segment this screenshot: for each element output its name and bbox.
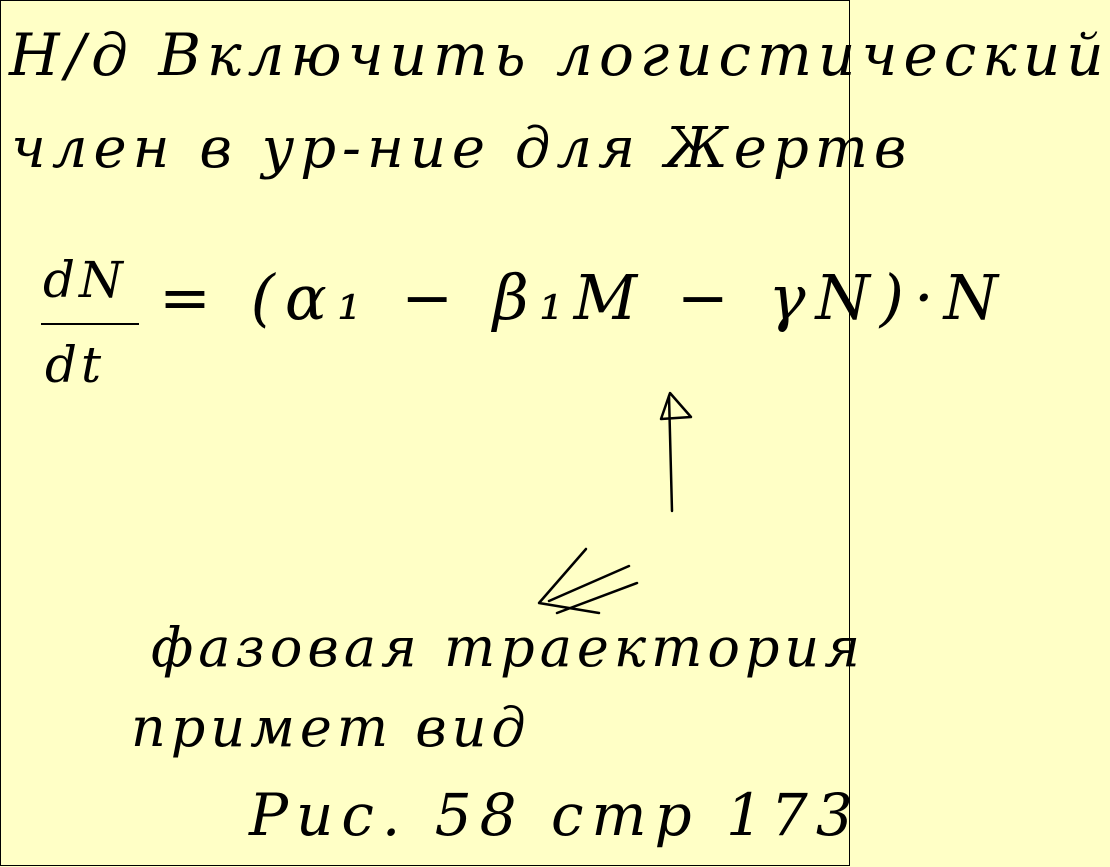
up-arrow-icon [661, 393, 691, 511]
figure-reference: Рис. 58 стр 173 [249, 781, 861, 849]
equation-right-side: = (α₁ − β₁M − γN)·N [159, 261, 1008, 334]
derivative-numerator: dN [43, 251, 127, 309]
task-line-continued: член в ур-ние для Жертв [11, 116, 913, 181]
double-arrow-icon [539, 549, 637, 613]
derivative-denominator: dt [45, 336, 106, 394]
phase-trajectory-line: фазовая траектория [151, 616, 865, 679]
task-line: Н/д Включить логистический [9, 21, 1110, 89]
takes-form-line: примет вид [131, 696, 531, 759]
